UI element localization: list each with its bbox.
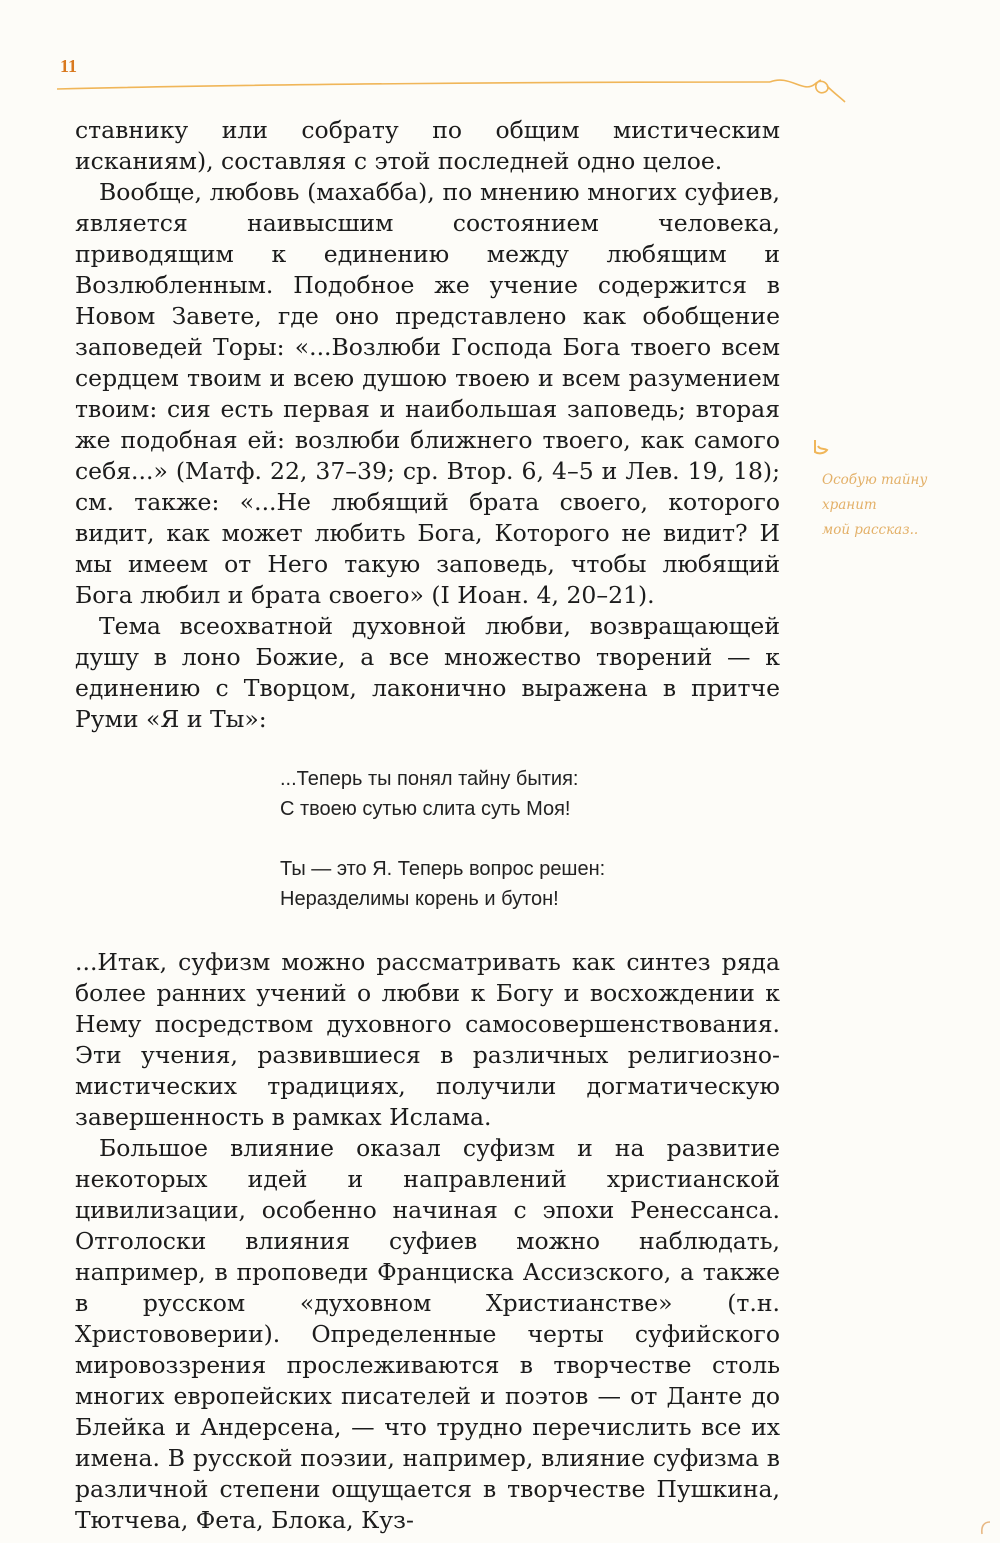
margin-note-line: Особую тайну [822,472,928,488]
poem-stanza [280,854,780,914]
margin-note-line: хранит [822,497,877,513]
page-number: 11 [60,56,78,76]
body-text [75,115,780,1536]
rumi-poem [280,764,780,914]
paragraph-rumi-intro: Тема всеохватной духовной любви, возвращающей душу в лоно Божие, а все множество творений — к единению с Творцом, лаконично выражена в притче Руми «Я и Ты»: [75,612,780,733]
paragraph-influence: Большое влияние оказал суфизм и на развитие некоторых идей и направлений христианской цивилизации, особенно начиная с эпохи Ренессанса. Отголоски влияния суфиев можно наблюдать, например, в проповеди Франциска Ассизского, а также в русском «духовном Христианстве» (т.н. Христововерии). Определенные черты суфийского мировоззрения прослеживаются в творчестве столь многих европейских писателей и поэтов — от Данте до Блейка и Андерсена, — что трудно перечислить все их имена. В русской поэзии, например, влияние суфизма в различной степени ощущается в творчестве Пушкина, Тютчева, Фета, Блока, Куз- [75,1134,780,1534]
paragraph-continued: ставнику или собрату по общим мистическим исканиям), составляя с этой последней одно целое. [75,116,780,175]
margin-note-ornament-icon [812,438,830,456]
paragraph-synthesis: ...Итак, суфизм можно рассматривать как синтез ряда более ранних учений о любви к Богу и восхождении к Нему посредством духовного самосовершенствования. Эти учения, развившиеся в различных религиозно-мистических традициях, получили догматическую завершенность в рамках Ислама. [75,948,780,1131]
poem-line: Неразделимы корень и бутон! [280,888,559,910]
poem-line: С твоею сутью слита суть Моя! [280,798,571,820]
poem-line: Ты — это Я. Теперь вопрос решен: [280,858,606,880]
poem-stanza [280,764,780,824]
poem-line: ...Теперь ты понял тайну бытия: [280,768,579,790]
margin-note-line: мой рассказ.. [822,522,919,538]
header-ornament-rule [55,70,855,110]
corner-ornament-icon [978,1520,992,1536]
paragraph-love: Вообще, любовь (махабба), по мнению многих суфиев, является наивысшим состоянием человека, приводящим к единению между любящим и Возлюбленным. Подобное же учение содержится в Новом Завете, где оно представлено как обобщение заповедей Торы: «...Возлюби Господа Бога твоего всем сердцем твоим и всею душою твоею и всем разумением твоим: сия есть первая и наибольшая заповедь; вторая же подобная ей: возлюби ближнего твоего, как самого себя...» (Матф. 22, 37–39; ср. Втор. 6, 4–5 и Лев. 19, 18); см. также: «...Не любящий брата своего, которого видит, как может любить Бога, Которого не видит? И мы имеем от Него такую заповедь, чтобы любящий Бога любил и брата своего» (I Иоан. 4, 20–21). [75,178,780,609]
margin-note [822,468,972,543]
